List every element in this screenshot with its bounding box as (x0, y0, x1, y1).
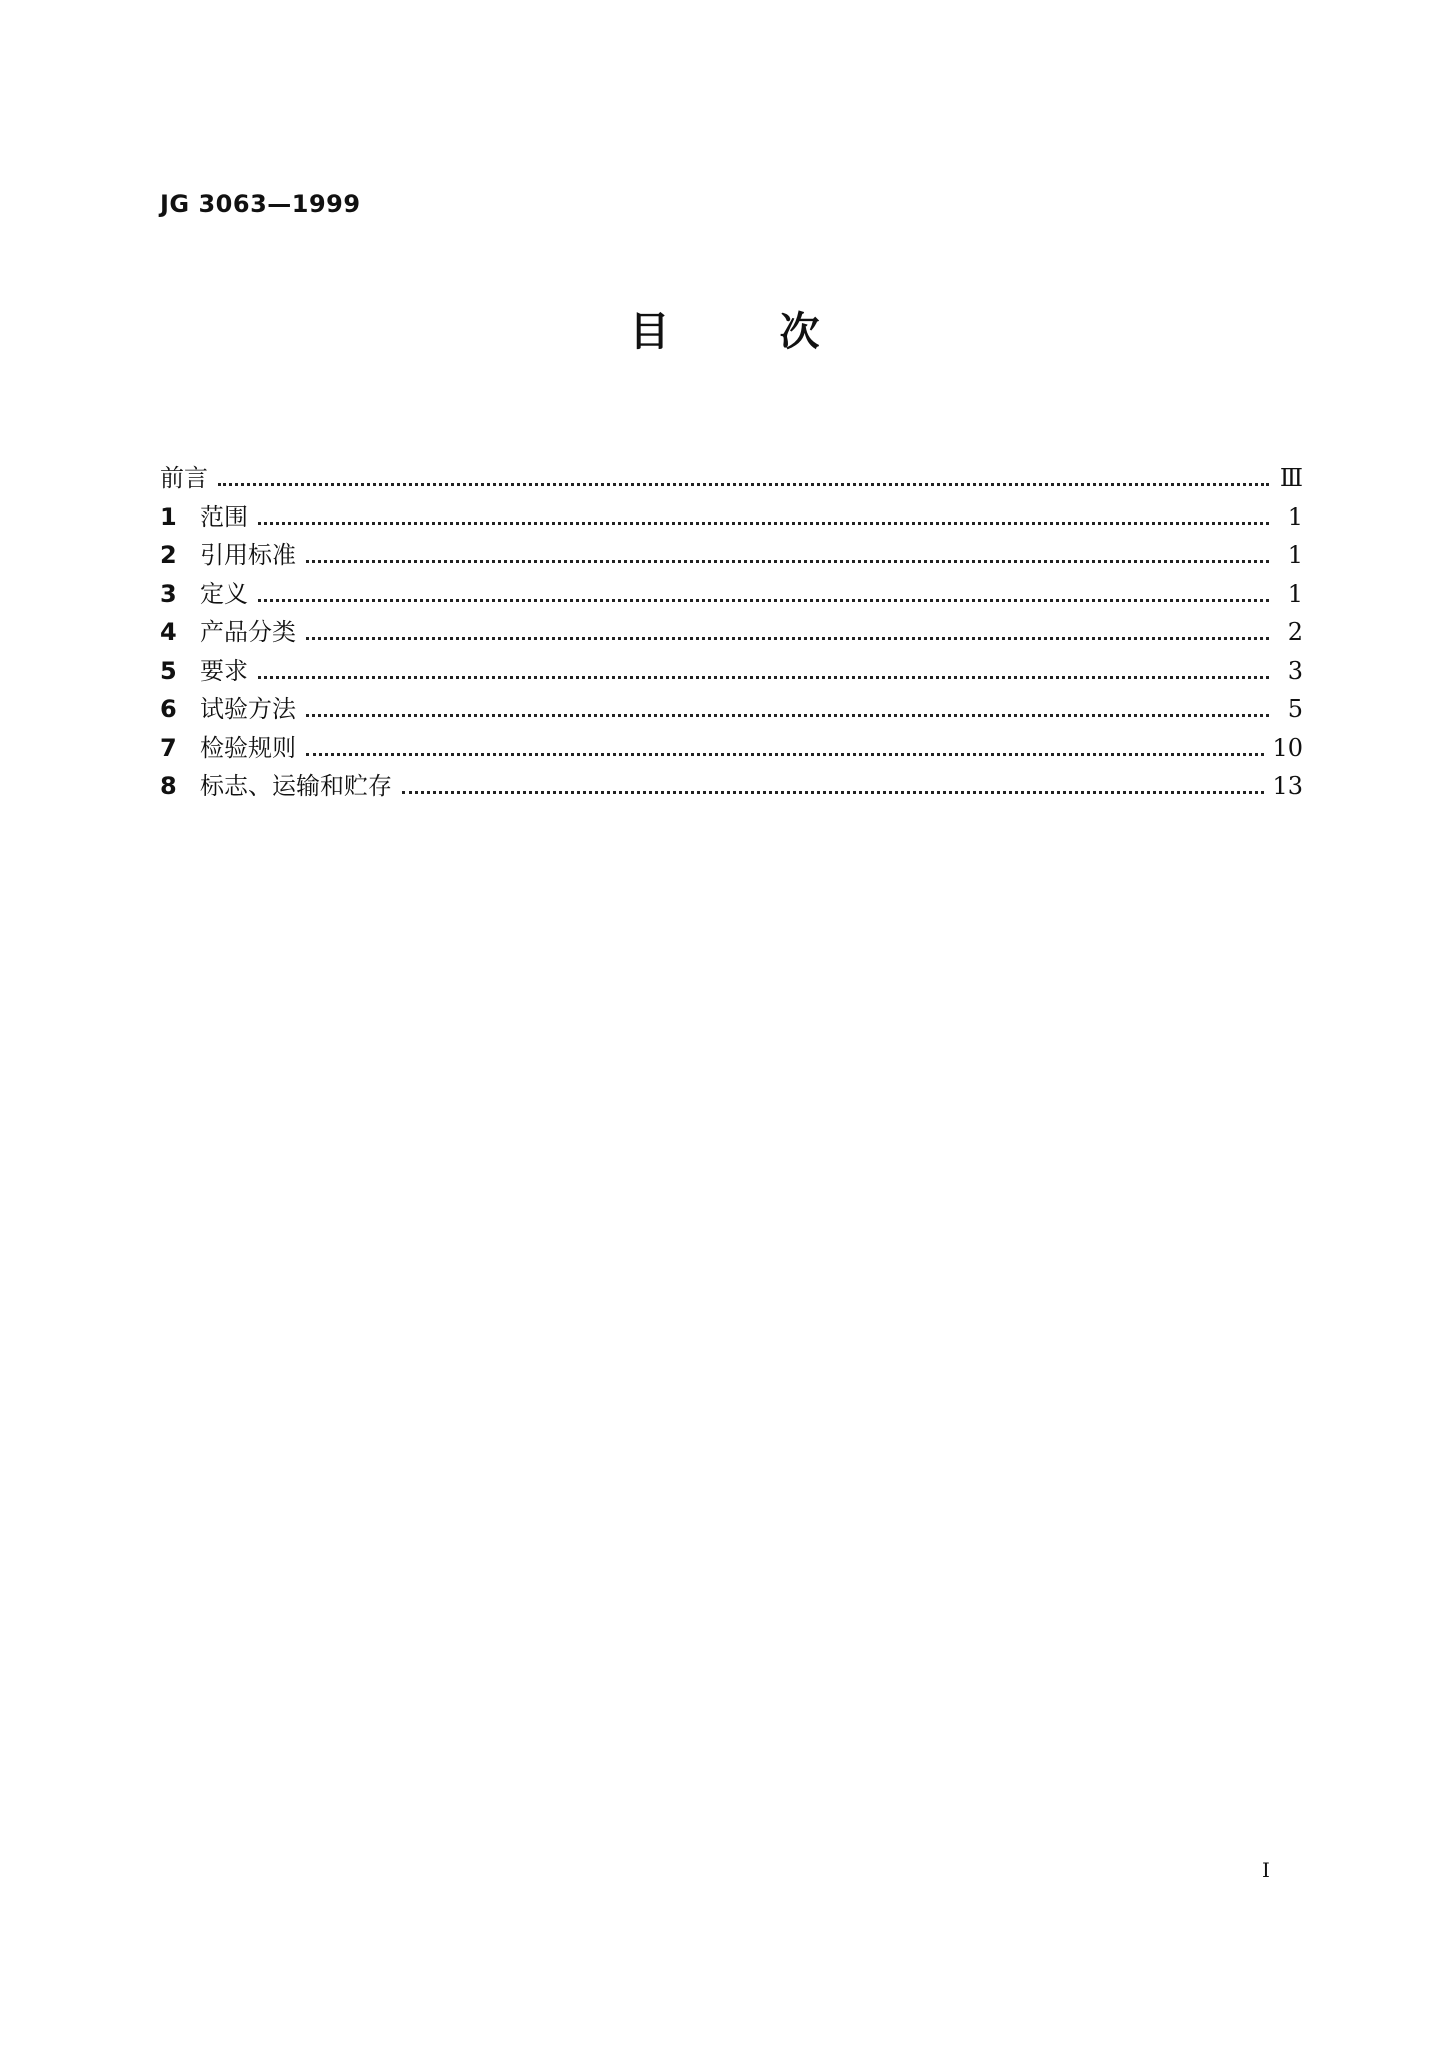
toc-entry-page: 1 (1287, 541, 1303, 569)
toc-entry-requirements[interactable] (160, 651, 1303, 690)
toc-leader-dots (258, 676, 1269, 679)
toc-entry-label: 范围 (200, 502, 248, 531)
toc-entry-foreword[interactable] (160, 458, 1303, 497)
toc-entry-number: 4 (160, 618, 177, 646)
toc-entry-page: 1 (1287, 579, 1303, 608)
toc-entry-number: 7 (160, 733, 177, 762)
toc-entry-normative-references[interactable] (160, 535, 1303, 574)
toc-entry-number: 8 (160, 772, 177, 800)
toc-leader-dots (258, 599, 1269, 602)
toc-entry-definitions[interactable] (160, 574, 1303, 613)
toc-entry-number: 1 (160, 502, 177, 531)
table-of-contents (160, 458, 1303, 805)
toc-entry-number: 5 (160, 656, 177, 685)
toc-entry-number: 3 (160, 579, 177, 608)
toc-entry-label: 标志、运输和贮存 (200, 772, 392, 800)
toc-entry-inspection-rules[interactable] (160, 728, 1303, 767)
toc-entry-marking-transport-storage[interactable] (160, 766, 1303, 805)
toc-entry-label: 产品分类 (200, 618, 296, 646)
toc-entry-scope[interactable] (160, 497, 1303, 536)
toc-entry-classification[interactable] (160, 612, 1303, 651)
toc-leader-dots (218, 483, 1269, 486)
toc-entry-label: 前言 (160, 464, 208, 492)
toc-entry-label: 要求 (200, 656, 248, 685)
toc-entry-label: 试验方法 (200, 695, 296, 723)
toc-entry-page: 1 (1287, 502, 1303, 531)
toc-entry-page: Ⅲ (1279, 464, 1303, 492)
toc-leader-dots (402, 791, 1264, 794)
toc-entry-label: 定义 (200, 579, 248, 608)
toc-entry-label: 检验规则 (200, 733, 296, 762)
toc-entry-label: 引用标准 (200, 541, 296, 569)
toc-entry-page: 2 (1287, 618, 1303, 646)
toc-entry-page: 3 (1287, 656, 1303, 685)
toc-entry-number: 6 (160, 695, 177, 723)
standard-code: JG 3063—1999 (160, 190, 361, 218)
toc-leader-dots (306, 753, 1264, 756)
toc-leader-dots (306, 714, 1269, 717)
toc-entry-page: 10 (1272, 733, 1303, 762)
toc-entry-page: 5 (1287, 695, 1303, 723)
toc-entry-test-methods[interactable] (160, 689, 1303, 728)
toc-entry-page: 13 (1272, 772, 1303, 800)
toc-leader-dots (306, 560, 1269, 563)
toc-leader-dots (258, 522, 1269, 525)
toc-leader-dots (306, 637, 1269, 640)
toc-title: 目次 (629, 309, 930, 355)
toc-entry-number: 2 (160, 541, 177, 569)
page-number: I (1262, 1858, 1270, 1882)
